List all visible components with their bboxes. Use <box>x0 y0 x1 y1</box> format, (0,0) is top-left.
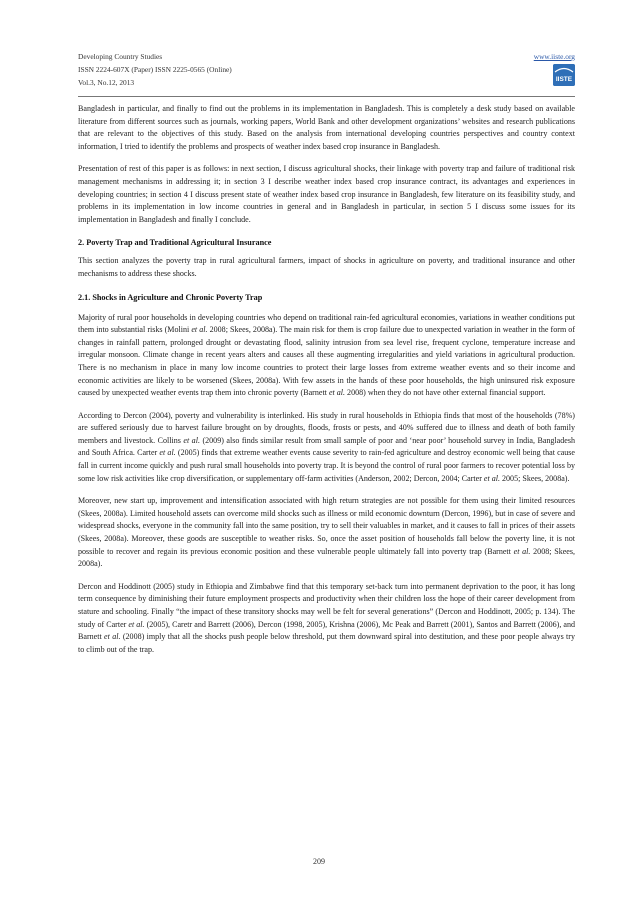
logo-text: IISTE <box>555 76 573 83</box>
iiste-logo-icon <box>553 64 575 86</box>
paragraph-intro-scope: Bangladesh in particular, and finally to find out the problems in its implementation in Bangladesh. This is completely a desk study based on available literature from different sources such as journals, working papers, World Bank and other development organizations’ websites and research publications that are relevant to the objectives of this study. Based on the analysis from international developing countries perspectives and country context information, I tried to identify the problems and prospects of weather index based crop insurance in Bangladesh. <box>78 104 575 151</box>
paragraph-rural-risk: Majority of rural poor households in developing countries who depend on traditional rain-fed agricultural economies, variations in weather conditions put them into substantial risks (Molini et al. 2008; Skees, 2008a). The main risk for them is crop failure due to unexpected variation in weather in the form of changes in rainfall pattern, prolonged drought or devastating flood, salinity intrusion from sea level rise, frequent cyclone, temperature increase and irregular monsoon. Climate change in recent years alters and causes all these augmenting irregularities and yield variations in agricultural production. There is no mechanism in place in many low income countries to protect their large losses from extreme weather events and so their income and economic activities are likely to be worsened (Skees, 2008a). With few assets in the hands of these poor households, the high uninsured risk exposure caused by unexpected weather events trap them into chronic poverty (Barnett et al. 2008) when they do not have other external financial support. <box>78 312 576 398</box>
paragraph-limited-resources: Moreover, new start up, improvement and intensification associated with high return strategies are not possible for them using their limited resources (Skees, 2008a). Limited household assets can overcome mild shocks such as illness or mild economic downturn (Dercon, 1996), but in case of severe and widespread shocks, everyone in the community fall into the same position, try to sell their valuables in market, and it causes to fall in prices of their assets (Skees, 2008a). Moreover, these goods are susceptible to weather risks. So, once the asset position of households fall below the poverty line, it is not possible to recover and regain its previous economic position and these vulnerable people ultimately fall into poverty trap (Barnett et al. 2008; Skees, 2008a). <box>78 496 575 569</box>
paragraph-section-2-intro: This section analyzes the poverty trap in rural agricultural farmers, impact of shocks in agriculture on poverty, and traditional insurance and other mechanisms to address these shocks. <box>78 256 575 278</box>
page-number: 209 <box>313 857 325 866</box>
paragraph-paper-outline: Presentation of rest of this paper is as follows: in next section, I discuss agricultural shocks, their linkage with poverty trap and failure of traditional risk management mechanisms in addressing it; in section 3 I describe weather index based crop insurance contract, its advantages and experiences in developing countries; in section 4 I discuss present state of weather index based crop insurance in Bangladesh, few literature on its feasibility study, and problems in its implementation in low income countries in general and in Bangladesh in particular, in section 5 I discuss some issues for its implementation in Bangladesh and finally I conclude. <box>78 164 575 224</box>
issn-line: ISSN 2224-607X (Paper) ISSN 2225-0565 (Online) <box>78 65 232 74</box>
page-header <box>78 50 575 98</box>
article-body <box>78 103 575 666</box>
journal-url-link[interactable]: www.iiste.org <box>533 52 575 61</box>
section-2-1-heading: 2.1. Shocks in Agriculture and Chronic Poverty Trap <box>78 292 263 302</box>
header-divider <box>78 96 575 97</box>
paragraph-long-term-consequence: Dercon and Hoddinott (2005) study in Ethiopia and Zimbabwe find that this temporary set-back turn into permanent deprivation to the poor, it has long term consequence by diminishing their future employment prospects and productivity when their children loss the hope of their career development from stature and schooling. Finally “the impact of these transitory shocks may well be felt for several generations” (Dercon and Hoddinott, 2005; p. 134). The study of Carter et al. (2005), Caretr and Barrett (2006), Dercon (1998, 2005), Krishna (2006), Mc Peak and Barrett (2001), Santos and Barrett (2006), and Barnett et al. (2008) imply that all the shocks push people below threshold, put them downward spiral into destitution, and these poor people always try to climb out of the trap. <box>78 581 576 654</box>
section-2-heading: 2. Poverty Trap and Traditional Agricultural Insurance <box>78 238 272 248</box>
paragraph-dercon-ethiopia: According to Dercon (2004), poverty and vulnerability is interlinked. His study in rural households in Ethiopia finds that most of the households (78%) are suffered seriously due to harvest failure brought on by droughts, floods, frosts or pests, and 40% suffered due to illness and death of both family members and livestock. Collins et al. (2009) also finds similar result from small sample of poor and ‘near poor’ household survey in India, Bangladesh and South Africa. Carter et al. (2005) finds that extreme weather events cause severity to rain-fed agriculture and destroy economic well being that cause fall in current income quickly and push rural small households into poverty trap. It is beyond the control of rural poor farmers to recover potential loss by some low risk activities like crop diversification, or supplementary off-farm activities (Anderson, 2002; Dercon, 2004; Carter et al. 2005; Skees, 2008a). <box>78 410 575 483</box>
volume-line: Vol.3, No.12, 2013 <box>78 78 135 87</box>
journal-name: Developing Country Studies <box>78 52 163 61</box>
